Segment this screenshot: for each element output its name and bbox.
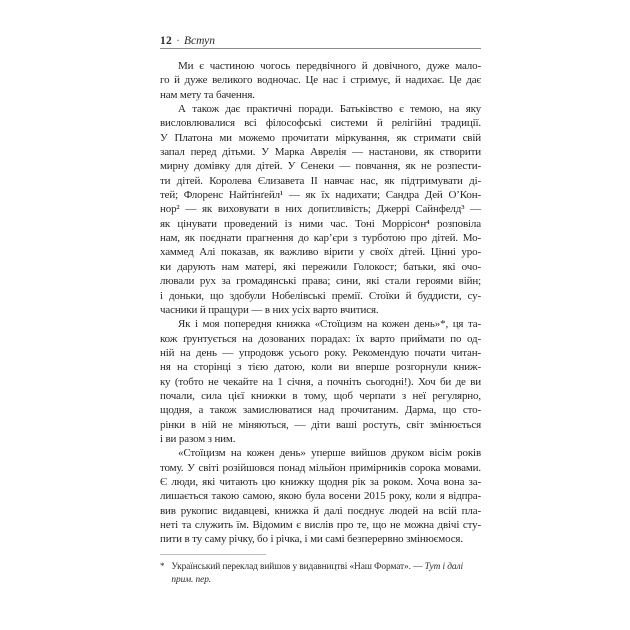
paragraph (160, 446, 481, 546)
paragraph (160, 59, 481, 102)
body-line: нам мету та бачення. (160, 88, 255, 101)
body-line: кож ґрунтується на дозованих порадах: їх варто приймати по од- (160, 332, 481, 345)
body-line: і доньки, що здобули Нобелівські премії. Стоїки й буддисти, су- (160, 289, 481, 302)
paragraph (160, 317, 481, 446)
footnote-text-italic: Тут і далі прим. пер. (171, 562, 463, 585)
body-line: нам, як поєднати прагнення до кар’єри з турботою про дітей. Мо- (160, 232, 481, 245)
body-line: Є люди, які читають цю книжку щодня рік за роком. Хоча вона за- (160, 475, 481, 488)
footnote-separator (160, 554, 266, 555)
page-body (160, 59, 481, 547)
body-line: пити в ту саму річку, бо і річка, і ми самі безперервно змінюємося. (160, 533, 463, 546)
body-line: ти дітей. Королева Єлизавета II навчає нас, як підтримувати ді- (160, 174, 481, 187)
body-line: тей; Флоренс Найтінґейл¹ — як їх надихати; Сандра Дей О’Кон- (160, 189, 481, 202)
body-line: ку (тобто не чекайте на 1 січня, а почніть сьогодні!). Хоч би де ви (160, 375, 481, 388)
body-line: А також дає практичні поради. Батьківство є темою, на яку (178, 103, 481, 116)
body-line: часники й пращури — в них усіх варто вчитися. (160, 303, 379, 316)
body-line: ній на день — упродовж усього року. Рекомендую почати читан- (160, 346, 481, 359)
body-line: ки дарують нам матері, які пережили Голокост; батьки, які очо- (160, 260, 481, 273)
body-line: мирну домівку для дітей. У Сенеки — повчання, як не розпести- (160, 160, 481, 173)
body-line: висловлювалися всі філософські системи й релігійні традиції. (160, 117, 481, 130)
body-line: неті та служить їм. Відомим є вислів про те, що не можна двічі сту- (160, 519, 481, 531)
body-line: ня на сторінці з тією датою, коли ви вперше розгорнули книж- (160, 361, 481, 374)
page-number: 12 (160, 35, 173, 47)
page-header (160, 35, 481, 47)
header-rule (160, 48, 481, 49)
body-line: Ми є частиною чогось передвічного й довічного, дуже мало- (178, 60, 481, 72)
body-line: тому. У світі розійшовся понад мільйон примірників сорока мовами. (160, 461, 481, 474)
chapter-title: Вступ (183, 35, 215, 47)
body-line: запал перед дітьми. У Марка Аврелія — настанови, як створити (160, 146, 481, 159)
footnote-text-regular: Український переклад вийшов у видавництві «Наш Формат». — (171, 562, 425, 572)
body-line: і ви разом з ним. (160, 432, 236, 445)
body-line: хаммед Алі показав, як важливо вірити у своїх дітей. Цінні уро- (160, 246, 481, 259)
footnote (160, 561, 482, 586)
body-line: рінки в ній не міняються, — діти ваші ростуть, світ змінюється (160, 418, 481, 431)
body-line: лишається такою самою, якою була восени 2015 року, коли я відпра- (160, 490, 481, 503)
body-line: щодня, а також замислюватися над прочитаним. Дарма, що сто- (160, 404, 481, 417)
body-line: почали, сила цієї книжки в тому, щоб черпати з неї регулярно, (160, 389, 481, 402)
body-line: як цінувати проведений із ними час. Тоні Моррісон⁴ розповіла (160, 217, 481, 230)
paragraph (160, 102, 481, 317)
body-line: вив рукопис видавцеві, книжка й далі поєднує людей на всій пла- (160, 504, 481, 517)
body-line: «Стоїцизм на кожен день» уперше вийшов друком вісім років (178, 447, 481, 460)
footnote-text (171, 561, 482, 586)
body-line: Як і моя попередня книжка «Стоїцизм на кожен день»*, ця та- (178, 318, 481, 331)
body-line: У Платона ми можемо прочитати міркування, як стримати свій (160, 131, 481, 144)
body-line: нор² — як виховувати в них допитливість; Джеррі Сайнфелд³ — (160, 203, 481, 216)
body-line: го й дуже великого водночас. Це нас і стримує, й надихає. Це дає (160, 74, 481, 87)
header-separator: · (176, 35, 180, 47)
footnote-marker: * (160, 561, 165, 571)
body-line: лювали рух за громадянські права; сини, які стали героями війн; (160, 275, 481, 288)
